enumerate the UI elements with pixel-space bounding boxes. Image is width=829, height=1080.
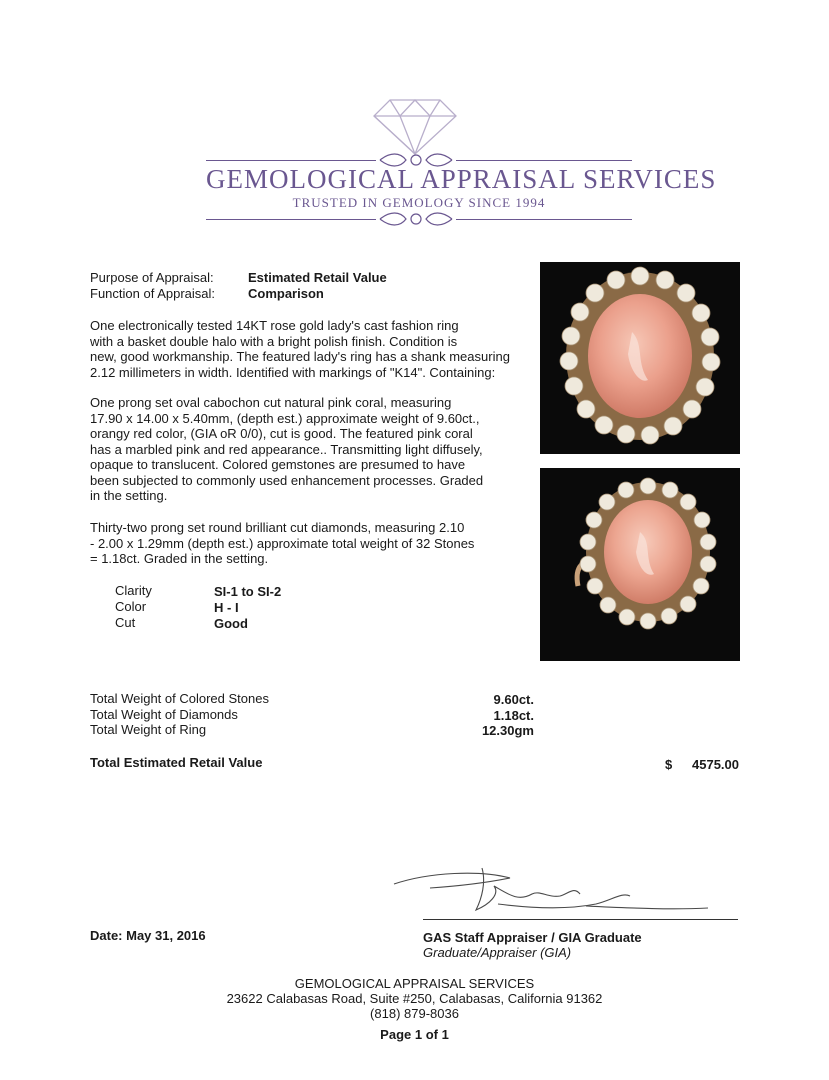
ring-photo-side xyxy=(540,468,740,661)
diamond-description xyxy=(90,520,535,567)
text-line: 2.12 millimeters in width. Identified with markings of "K14". Containing: xyxy=(90,364,496,380)
retail-currency: $ xyxy=(665,757,673,772)
total-colored-value: 9.60ct. xyxy=(493,692,534,707)
header-rule-bottom-right xyxy=(456,219,632,220)
footer-company: GEMOLOGICAL APPRAISAL SERVICES xyxy=(294,976,535,991)
footer-address: 23622 Calabasas Road, Suite #250, Calabasas, California 91362 xyxy=(226,991,603,1006)
text-line: 17.90 x 14.00 x 5.40mm, (depth est.) approximate weight of 9.60ct., xyxy=(90,410,480,426)
total-ring-label: Total Weight of Ring xyxy=(90,722,207,737)
ring-side-view-image xyxy=(540,468,740,661)
ornament-bottom-icon xyxy=(378,208,454,230)
function-label: Function of Appraisal: xyxy=(90,286,216,301)
text-line: been subjected to commonly used enhancement processes. Graded xyxy=(90,472,484,488)
header-rule-bottom-left xyxy=(206,219,376,220)
text-line: One electronically tested 14KT rose gold lady's cast fashion ring xyxy=(90,318,459,333)
footer-phone: (818) 879-8036 xyxy=(370,1006,459,1021)
grade-label-color: Color xyxy=(115,599,147,614)
ring-photo-top xyxy=(540,262,740,454)
grade-value-color: H - I xyxy=(214,600,239,615)
ring-description xyxy=(90,318,535,380)
purpose-value: Estimated Retail Value xyxy=(248,270,387,285)
total-ring-value: 12.30gm xyxy=(481,723,534,738)
total-diamonds-label: Total Weight of Diamonds xyxy=(90,707,238,722)
retail-value-label: Total Estimated Retail Value xyxy=(90,755,263,770)
grade-value-clarity: SI-1 to SI-2 xyxy=(214,584,282,599)
text-line: in the setting. xyxy=(90,488,168,503)
company-name: GEMOLOGICAL APPRAISAL SERVICES xyxy=(206,164,717,194)
appraisal-date: Date: May 31, 2016 xyxy=(90,928,206,943)
signature-image xyxy=(390,864,720,924)
purpose-label: Purpose of Appraisal: xyxy=(90,270,214,285)
grade-label-clarity: Clarity xyxy=(115,583,152,598)
company-tagline: TRUSTED IN GEMOLOGY SINCE 1994 xyxy=(292,195,546,210)
header-rule-top-left xyxy=(206,160,376,161)
text-line: with a basket double halo with a bright polish finish. Condition is xyxy=(90,333,458,349)
text-line: One prong set oval cabochon cut natural pink coral, measuring xyxy=(90,395,452,410)
function-value: Comparison xyxy=(248,286,324,301)
text-line: Thirty-two prong set round brilliant cut diamonds, measuring 2.10 xyxy=(90,520,465,535)
total-colored-label: Total Weight of Colored Stones xyxy=(90,691,269,706)
text-line: orangy red color, (GIA oR 0/0), cut is good. The featured pink coral xyxy=(90,426,473,441)
appraiser-subtitle: Graduate/Appraiser (GIA) xyxy=(423,945,572,960)
page-number: Page 1 of 1 xyxy=(380,1027,449,1042)
text-line: - 2.00 x 1.29mm (depth est.) approximate total weight of 32 Stones xyxy=(90,535,475,551)
total-diamonds-value: 1.18ct. xyxy=(493,708,534,723)
grade-label-cut: Cut xyxy=(115,615,136,630)
appraiser-title: GAS Staff Appraiser / GIA Graduate xyxy=(423,930,642,945)
signature-line xyxy=(423,919,738,920)
text-line: = 1.18ct. Graded in the setting. xyxy=(90,551,269,566)
ring-top-view-image xyxy=(540,262,740,454)
coral-description xyxy=(90,395,535,504)
text-line: opaque to translucent. Colored gemstones are presumed to have xyxy=(90,457,466,472)
grade-value-cut: Good xyxy=(214,616,248,631)
text-line: has a marbled pink and red appearance.. Transmitting light diffusely, xyxy=(90,441,483,457)
text-line: new, good workmanship. The featured lady's ring has a shank measuring xyxy=(90,349,510,364)
retail-amount: 4575.00 xyxy=(692,757,739,772)
header-rule-top-right xyxy=(456,160,632,161)
